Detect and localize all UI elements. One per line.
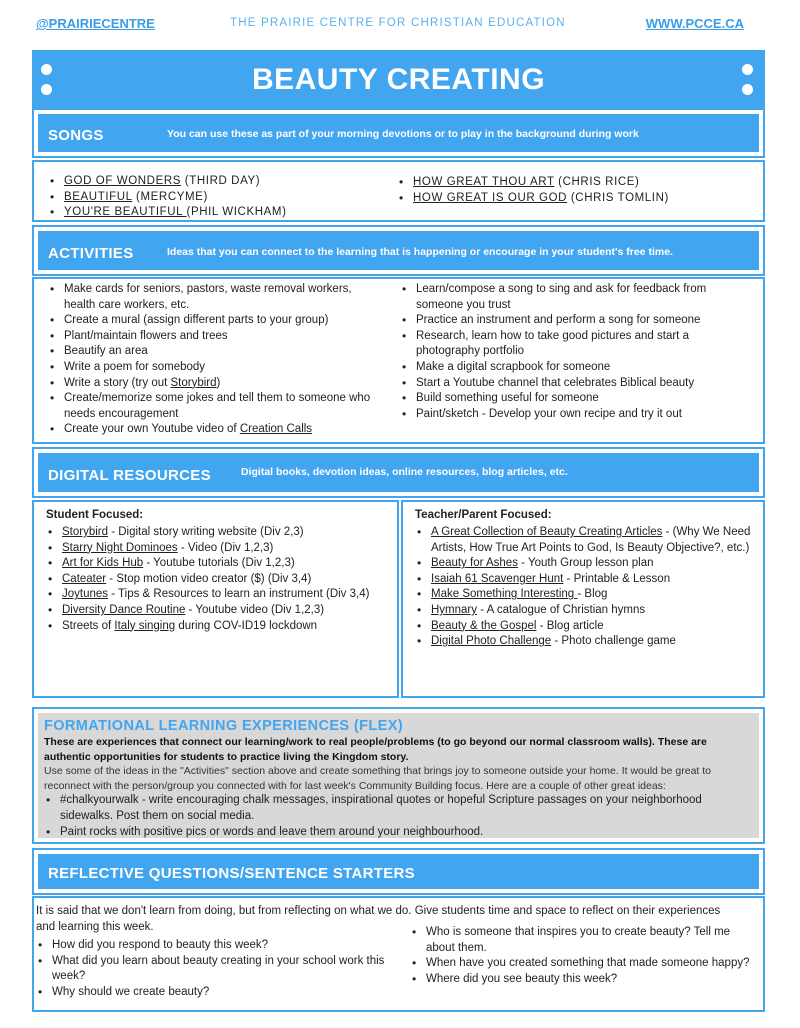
student-resource-item (46, 603, 391, 619)
resource-link[interactable]: Digital Photo Challenge (431, 635, 552, 648)
flex-section (32, 707, 765, 844)
social-handle-link[interactable]: @PRAIRIECENTRE (36, 16, 155, 31)
song-item (397, 175, 737, 191)
student-resource-item (46, 556, 391, 572)
activity-text-after: ) (216, 376, 221, 389)
resource-description: - Stop motion video creator ($) (Div 3,4) (106, 572, 312, 585)
song-artist: (PHIL WICKHAM) (186, 206, 287, 219)
reflective-question (36, 985, 396, 1001)
page-title: BEAUTY CREATING (251, 63, 546, 96)
activity-text: Learn/compose a song to sing and ask for feedback from someone you trust (416, 283, 707, 311)
flex-intro-text: Use some of the ideas in the "Activities" section above and create something that brings joy to someone outside your home. It would be great to reconnect with the person/group you connected with for last week's Community Building focus. Here are a couple of other great ideas: (44, 765, 711, 792)
activities-description: Ideas that you can connect to the learning that is happening or encourage in your student's free time. (167, 246, 673, 258)
resource-link[interactable]: Storybird (62, 526, 109, 538)
resource-link[interactable]: Isaiah 61 Scavenger Hunt (431, 572, 564, 585)
songs-list-right (397, 175, 737, 206)
dot-decoration (742, 64, 753, 75)
activity-text: Beautify an area (64, 345, 148, 358)
flex-idea-text: #chalkyourwalk - write encouraging chalk messages, inspirational quotes or hopeful Scripture passages on your neighborhood sidewalks. Post them on social media. (60, 794, 702, 822)
teacher-resource-item (415, 603, 753, 619)
activity-text: Research, learn how to take good pictures and start a photography portfolio (416, 329, 689, 358)
songs-box (32, 160, 765, 222)
activity-link[interactable]: Storybird (170, 376, 217, 389)
resource-description: during COV-ID19 lockdown (175, 619, 318, 632)
song-title-link[interactable]: GOD OF WONDERS (64, 175, 182, 187)
activity-text: Practice an instrument and perform a song for someone (416, 314, 701, 327)
student-resources-box (32, 500, 399, 698)
resource-link[interactable]: Diversity Dance Routine (62, 603, 186, 616)
activity-text: Start a Youtube channel that celebrates Biblical beauty (416, 376, 695, 389)
digital-resources-description: Digital books, devotion ideas, online resources, blog articles, etc. (241, 466, 568, 478)
reflective-intro: It is said that we don't learn from doing, but from reflecting on what we do. Give students time and space to reflect on their experiences and learning this week. (36, 905, 721, 933)
activity-item (48, 282, 378, 313)
activity-text: Paint/sketch - Develop your own recipe and try it out (416, 407, 682, 420)
activity-text: Write a story (try out (64, 376, 171, 389)
website-link[interactable]: WWW.PCCE.CA (645, 16, 744, 31)
activity-text: Create your own Youtube video of (64, 423, 240, 436)
flex-heading: FORMATIONAL LEARNING EXPERIENCES (FLEX) (44, 718, 404, 734)
teacher-resource-item (415, 587, 753, 603)
activities-list-right (400, 282, 740, 422)
activity-item (400, 313, 740, 329)
songs-description: You can use these as part of your morning devotions or to play in the background during work (167, 128, 639, 140)
activity-item (48, 344, 378, 360)
resource-link[interactable]: Make Something Interesting (431, 588, 578, 601)
resource-description: - Digital story writing website (Div 2,3) (108, 526, 304, 538)
song-item (397, 191, 737, 207)
song-item (48, 205, 378, 221)
song-artist: (CHRIS RICE) (554, 176, 640, 188)
resource-description: - Video (Div 1,2,3) (177, 541, 274, 554)
question-text: Where did you see beauty this week? (426, 972, 618, 985)
activity-item (48, 329, 378, 345)
resource-prefix: Streets of (62, 619, 115, 632)
resource-link[interactable]: Art for Kids Hub (62, 557, 144, 570)
reflective-heading: REFLECTIVE QUESTIONS/SENTENCE STARTERS (48, 865, 415, 882)
reflective-question (36, 938, 396, 954)
reflective-questions-right (410, 925, 755, 987)
question-text: How did you respond to beauty this week? (52, 939, 269, 951)
dot-decoration (41, 84, 52, 95)
activity-item (48, 422, 378, 438)
song-artist: (MERCYME) (132, 190, 208, 203)
flex-idea-item (44, 793, 753, 824)
activity-item (400, 391, 740, 407)
song-title-link[interactable]: YOU'RE BEAUTIFUL (64, 206, 187, 219)
activity-item (48, 376, 378, 392)
reflective-question (36, 954, 396, 985)
resource-link[interactable]: A Great Collection of Beauty Creating Articles (431, 526, 663, 538)
song-item (48, 174, 378, 190)
organization-name: THE PRAIRIE CENTRE FOR CHRISTIAN EDUCATION (230, 17, 566, 29)
teacher-resources-list (415, 525, 753, 650)
teacher-resource-item (415, 572, 753, 588)
digital-resources-section-header (32, 447, 765, 498)
resource-link[interactable]: Cateater (62, 572, 107, 585)
song-title-link[interactable]: HOW GREAT IS OUR GOD (413, 191, 568, 204)
activity-text: Plant/maintain flowers and trees (64, 329, 228, 342)
resource-description: - Printable & Lesson (563, 572, 671, 585)
resource-description: - (Why We Need Artists, How True Art Points to God, Is Beauty Objective?, etc.) (431, 526, 751, 554)
question-text: When have you created something that made someone happy? (426, 957, 750, 970)
resource-link[interactable]: Hymnary (431, 603, 478, 616)
activity-text: Build something useful for someone (416, 392, 599, 405)
activity-text: Make a digital scrapbook for someone (416, 360, 611, 373)
teacher-resource-item (415, 556, 753, 572)
activities-heading: ACTIVITIES (48, 245, 134, 262)
resource-description: - Youtube video (Div 1,2,3) (185, 603, 325, 616)
activity-item (48, 313, 378, 329)
resource-link[interactable]: Italy singing (114, 619, 176, 632)
reflective-section-header (32, 848, 765, 895)
question-text: Who is someone that inspires you to create beauty? Tell me about them. (426, 926, 731, 954)
songs-heading: SONGS (48, 127, 104, 144)
resource-link[interactable]: Joytunes (62, 588, 109, 601)
activities-list-left (48, 282, 378, 438)
resource-description: - Blog (577, 588, 608, 601)
flex-intro-bold: These are experiences that connect our learning/work to real people/problems (to go beyond our normal classroom walls). These are authentic opportunities for students to practice living the Kingdom story. (44, 736, 707, 763)
resource-description: - Photo challenge game (551, 635, 676, 648)
reflective-questions-left (36, 938, 396, 1000)
dot-decoration (41, 64, 52, 75)
activity-text: Create/memorize some jokes and tell them to someone who needs encouragement (64, 392, 371, 420)
activities-section-header (32, 225, 765, 276)
student-resource-item (46, 572, 391, 588)
activity-item (400, 360, 740, 376)
resource-link[interactable]: Starry Night Dominoes (62, 541, 178, 554)
songs-section-header (32, 108, 765, 158)
flex-idea-item (44, 825, 753, 841)
student-resource-item (46, 619, 391, 635)
teacher-resource-item (415, 525, 753, 556)
activity-item (48, 360, 378, 376)
activity-item (400, 376, 740, 392)
song-artist: (THIRD DAY) (181, 175, 261, 187)
teacher-resource-item (415, 619, 753, 635)
songs-list-left (48, 174, 378, 221)
title-banner (32, 50, 765, 110)
activity-text: Create a mural (assign different parts to your group) (64, 314, 329, 327)
resource-link[interactable]: Beauty & the Gospel (431, 619, 537, 632)
question-text: Why should we create beauty? (52, 985, 210, 998)
reflective-question (410, 956, 755, 972)
resource-link[interactable]: Beauty for Ashes (431, 557, 518, 570)
digital-resources-heading: DIGITAL RESOURCES (48, 467, 211, 484)
teacher-resources-box (401, 500, 765, 698)
song-title-link[interactable]: HOW GREAT THOU ART (413, 176, 555, 188)
student-focused-heading: Student Focused: (46, 509, 144, 521)
reflective-questions-box (32, 896, 765, 1012)
resource-description: - Youth Group lesson plan (517, 557, 654, 570)
activity-item (48, 391, 378, 422)
song-item (48, 190, 378, 206)
student-resources-list (46, 525, 391, 634)
activity-item (400, 329, 740, 360)
question-text: What did you learn about beauty creating in your school work this week? (52, 954, 385, 983)
song-title-link[interactable]: BEAUTIFUL (64, 190, 133, 203)
activity-text: Write a poem for somebody (64, 360, 206, 373)
resource-description: - Youtube tutorials (Div 1,2,3) (143, 557, 295, 570)
teacher-resource-item (415, 634, 753, 650)
activities-box (32, 277, 765, 444)
flex-idea-text: Paint rocks with positive pics or words and leave them around your neighbourhood. (60, 825, 484, 838)
song-artist: (CHRIS TOMLIN) (567, 191, 669, 204)
activity-item (400, 407, 740, 423)
resource-description: - Tips & Resources to learn an instrument (Div 3,4) (108, 588, 370, 601)
reflective-question (410, 972, 755, 988)
student-resource-item (46, 587, 391, 603)
student-resource-item (46, 525, 391, 541)
reflective-question (410, 925, 755, 956)
teacher-focused-heading: Teacher/Parent Focused: (415, 509, 552, 521)
resource-description: - A catalogue of Christian hymns (477, 603, 646, 616)
activity-link[interactable]: Creation Calls (239, 423, 313, 436)
activity-text: Make cards for seniors, pastors, waste removal workers, health care workers, etc. (64, 283, 352, 311)
activity-item (400, 282, 740, 313)
page-header (36, 16, 744, 34)
dot-decoration (742, 84, 753, 95)
flex-ideas-list (44, 793, 753, 840)
student-resource-item (46, 541, 391, 557)
resource-description: - Blog article (536, 619, 604, 632)
